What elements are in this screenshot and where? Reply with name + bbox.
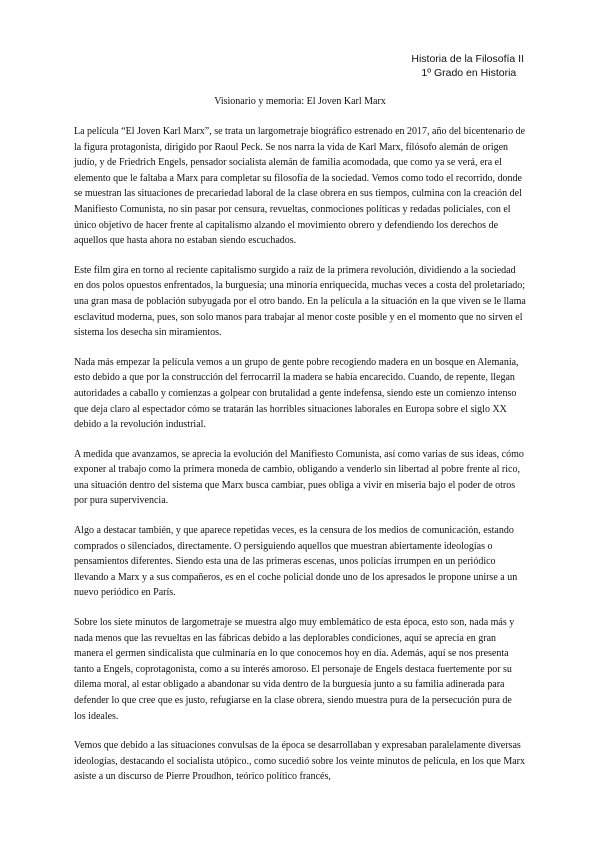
document-header <box>411 52 524 80</box>
paragraph: Nada más empezar la película vemos a un grupo de gente pobre recogiendo madera en un bosque en Alemania, esto debido a que por la construcción del ferrocarril la madera se había encarecido. Cuando, de repente, llegan autoridades a caballo y comienzas a golpear con brutalidad a gente indefensa, siendo este un comienzo intenso que deja claro al espectador cómo se tratarán las horribles situaciones laborales en Europa sobre el siglo XX debido a la revolución industrial. <box>74 356 519 431</box>
header-course: 1º Grado en Historia <box>421 67 517 79</box>
paragraph: Este film gira en torno al reciente capitalismo surgido a raíz de la primera revolución, dividiendo a la sociedad en dos polos opuestos enfrentados, la burguesía; una minoría enriquecida, muchas veces a costa del proletariado; una gran masa de población subyugada por el otro bando. En la película a la situación en la que viven se le llama esclavitud moderna, pues, son solo manos para trabajar al menor coste posible y en el momento que no sirven el sistema los desecha sin miramientos. <box>74 264 526 339</box>
document-body <box>74 124 526 799</box>
paragraph: A medida que avanzamos, se aprecia la evolución del Manifiesto Comunista, así como varias de sus ideas, cómo exponer al trabajo como la primera moneda de cambio, obligando a venderlo sin libertad al pobre frente al rico, una situación dentro del sistema que Marx busca cambiar, pues obliga a vivir en miseria bajo el poder de otros por pura supervivencia. <box>74 448 524 507</box>
document-title: Visionario y memoria: El Joven Karl Marx <box>214 96 386 107</box>
paragraph: La película “El Joven Karl Marx”, se trata un largometraje biográfico estrenado en 2017, año del bicentenario de la figura protagonista, dirigido por Raoul Peck. Se nos narra la vida de Karl Marx, filósofo alemán de origen judío, y de Friedrich Engels, pensador socialista alemán de familia acomodada, que como ya se verá, era el elemento que le faltaba a Marx para completar su filosofía de la sociedad. Vemos como todo el recorrido, donde se muestran las situaciones de precariedad laboral de la clase obrera en sus tiempos, culmina con la creación del Manifiesto Comunista, no sin pasar por censura, revueltas, conmociones políticas y redadas policiales, con el único objetivo de hacer frente al capitalismo alzando el movimiento obrero y defendiendo los derechos de aquellos que hasta ahora no estaban siendo escuchados. <box>74 126 526 247</box>
paragraph: Sobre los siete minutos de largometraje se muestra algo muy emblemático de esta época, esto son, nada más y nada menos que las revueltas en las fábricas debido a las deplorables condiciones, aquí se aprecia en gran manera el germen sindicalista que culminaría en lo que conocemos hoy en día. Además, aquí se nos presenta tanto a Engels, coprotagonista, como a su interés amoroso. El personaje de Engels destaca fuertemente por su dilema moral, al estar obligado a abandonar su vida dentro de la burguesía junto a su familia adinerada para defender lo que cree que es justo, refugiarse en la clase obrera, siendo muestra pura de la persecución pura de los ideales. <box>74 617 515 722</box>
paragraph: Vemos que debido a las situaciones convulsas de la época se desarrollaban y expresaban paralelamente diversas ideologías, destacando el socialista utópico., como sucedió sobre los veinte minutos de película, en los que Marx asiste a un discurso de Pierre Proudhon, teórico político francés, <box>74 740 526 783</box>
paragraph: Algo a destacar también, y que aparece repetidas veces, es la censura de los medios de comunicación, estando comprados o silenciados, directamente. O persiguiendo aquellos que muestran abiertamente ideologías o pensamientos diferentes. Siendo esta una de las primeras escenas, unos policías irrumpen en un periódico llevando a Marx y a sus compañeros, es en el coche policial donde uno de los apresados le propone unirse a un nuevo periódico en París. <box>74 525 518 599</box>
header-subject: Historia de la Filosofía II <box>411 53 524 65</box>
